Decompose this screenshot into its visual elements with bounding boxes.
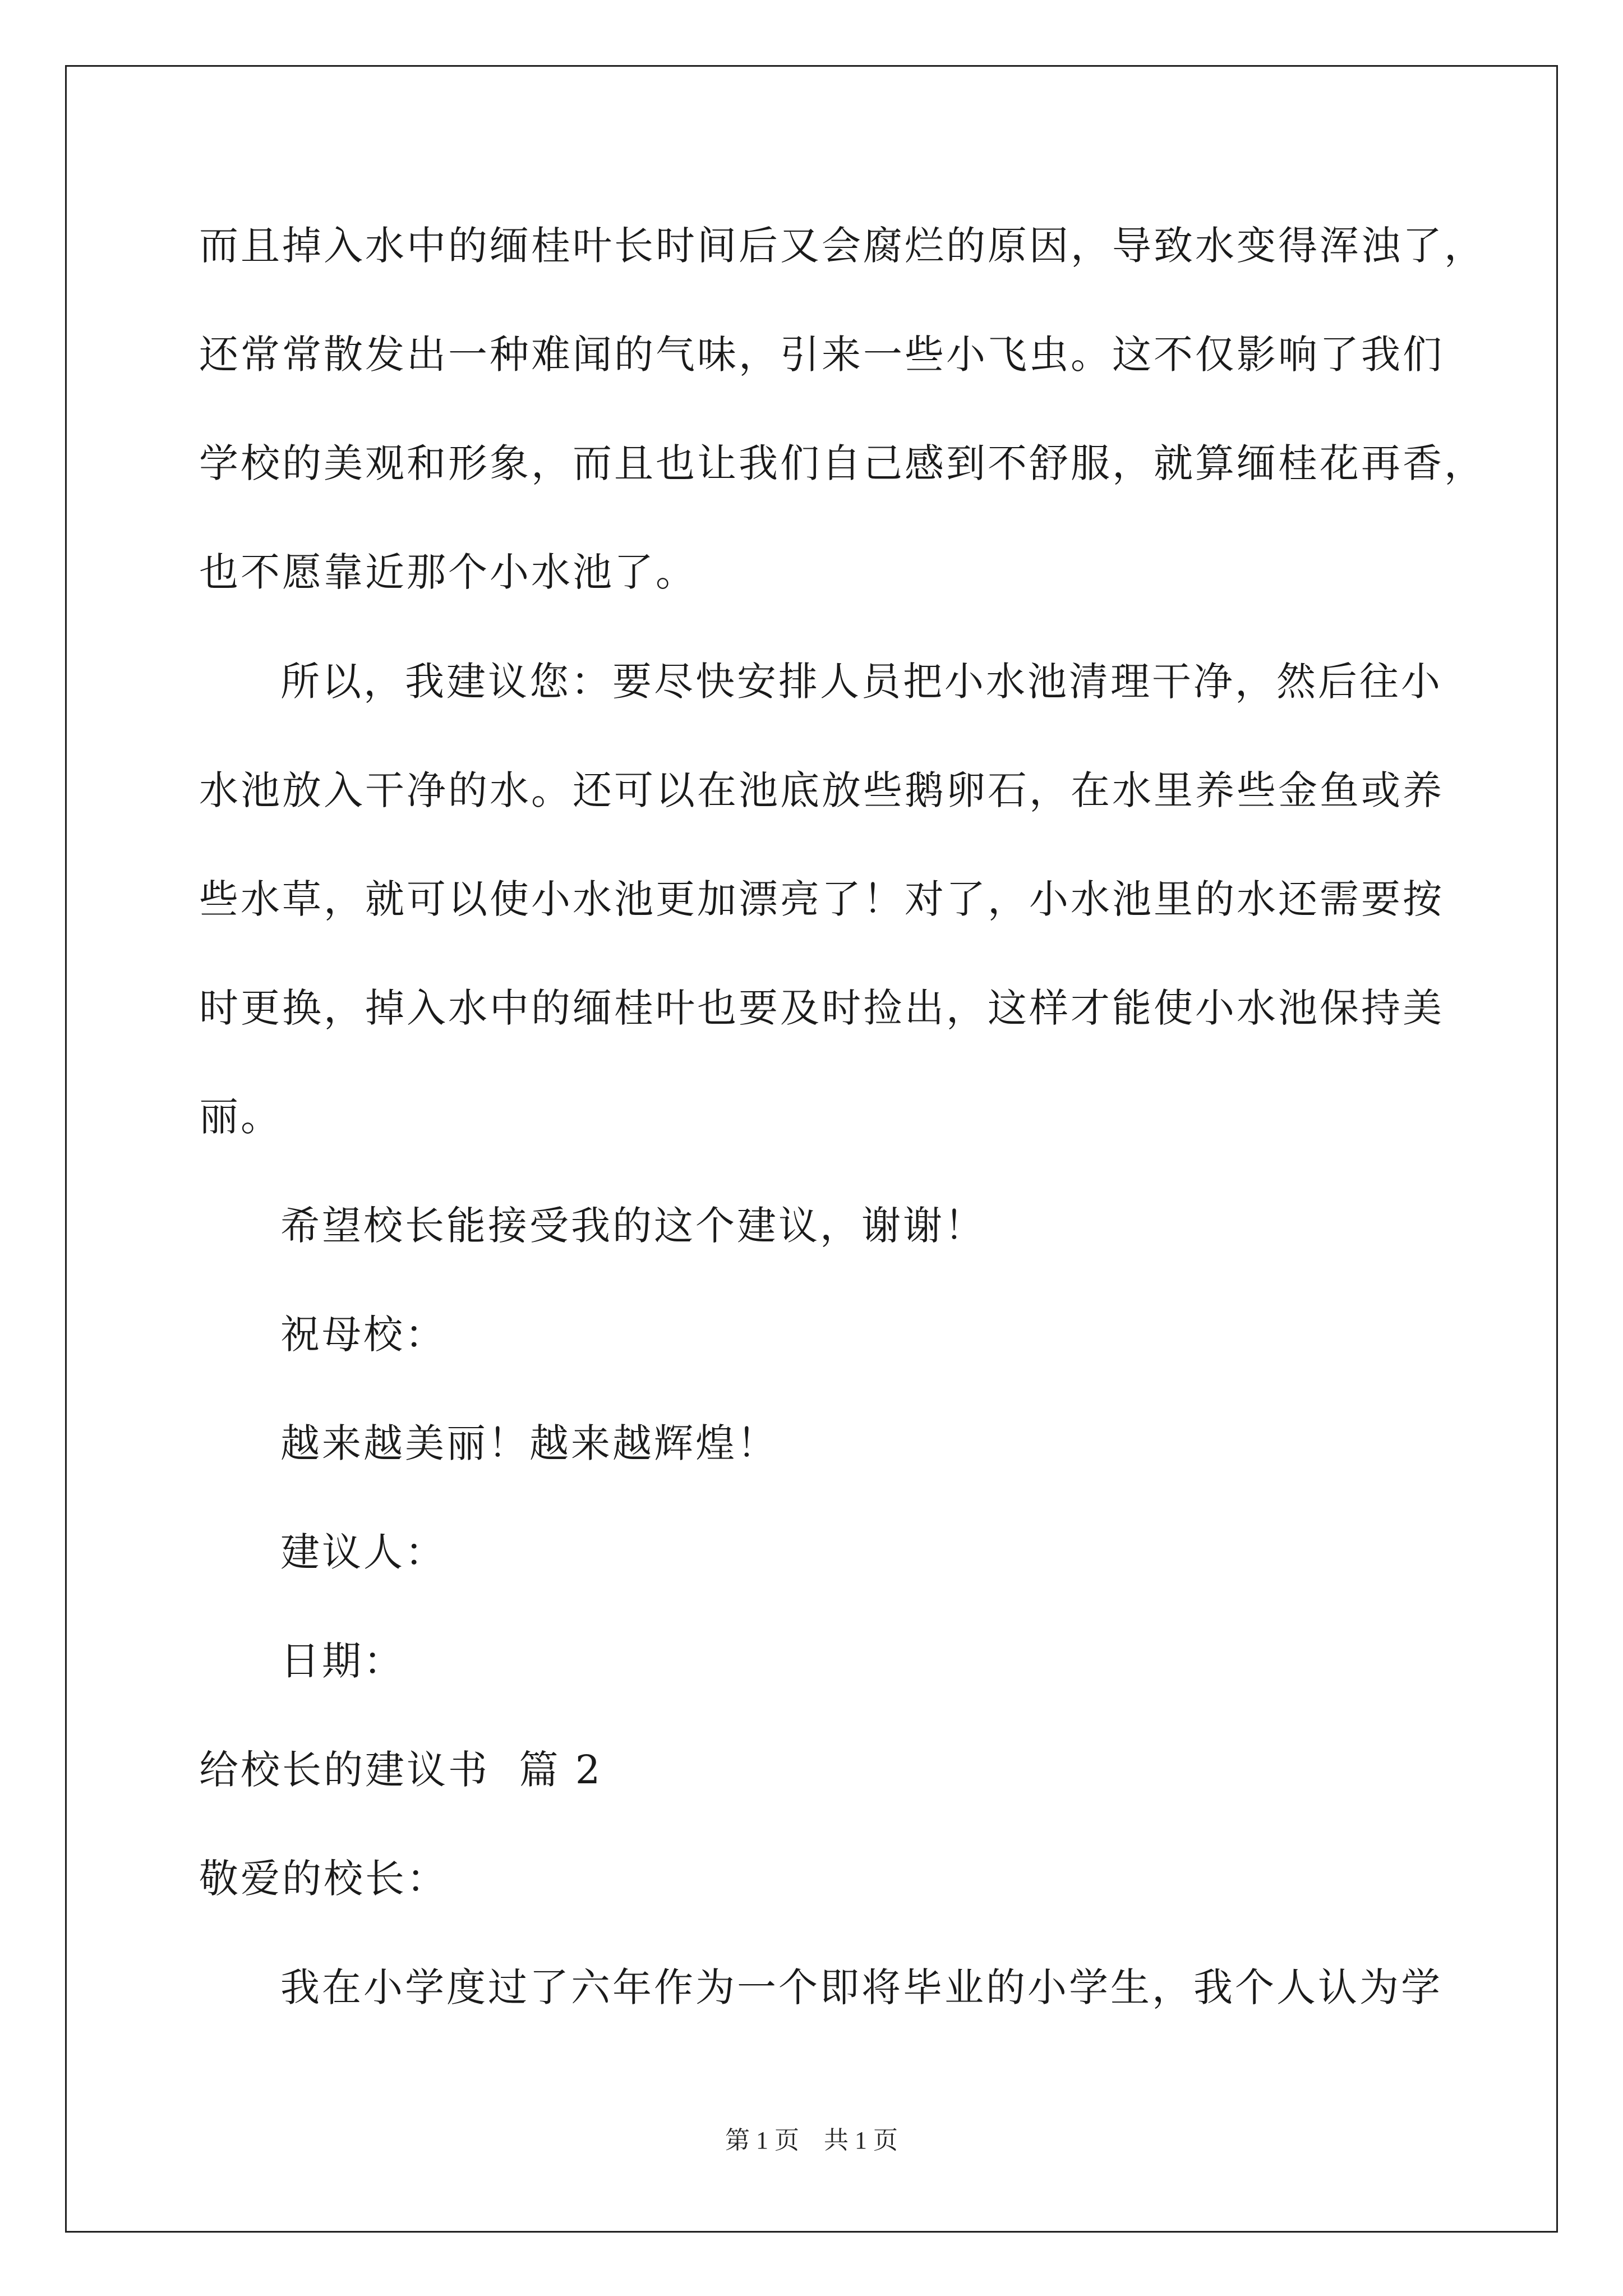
paragraph-line: 所以，我建议您：要尽快安排人员把小水池清理干净，然后往小 <box>280 659 1442 705</box>
paragraph-line: 还常常散发出一种难闻的气味，引来一些小飞虫。这不仅影响了我们 <box>199 332 1444 378</box>
closing-wish-label: 祝母校： <box>280 1312 446 1358</box>
proposer-label: 建议人： <box>280 1529 446 1575</box>
paragraph-line: 学校的美观和形象，而且也让我们自己感到不舒服，就算缅桂花再香， <box>199 440 1486 486</box>
paragraph-line: 而且掉入水中的缅桂叶长时间后又会腐烂的原因，导致水变得浑浊了， <box>199 223 1486 269</box>
paragraph-line: 水池放入干净的水。还可以在池底放些鹅卵石，在水里养些金鱼或养 <box>199 767 1444 813</box>
page-border <box>65 65 1558 2233</box>
closing-hope: 希望校长能接受我的这个建议，谢谢！ <box>280 1203 986 1249</box>
page-number-footer: 第 1 页 共 1 页 <box>725 2127 898 2154</box>
paragraph-line: 些水草，就可以使小水池更加漂亮了！对了，小水池里的水还需要按 <box>199 876 1444 922</box>
paragraph-line: 时更换，掉入水中的缅桂叶也要及时捡出，这样才能使小水池保持美 <box>199 985 1444 1031</box>
date-label: 日期： <box>280 1638 405 1684</box>
section-heading: 给校长的建议书 篇 2 <box>199 1747 603 1793</box>
salutation: 敬爱的校长： <box>199 1856 448 1902</box>
paragraph-line: 我在小学度过了六年作为一个即将毕业的小学生，我个人认为学 <box>280 1964 1442 2010</box>
closing-wish-text: 越来越美丽！越来越辉煌！ <box>280 1420 778 1466</box>
paragraph-line: 也不愿靠近那个小水池了。 <box>199 549 697 595</box>
paragraph-line: 丽。 <box>199 1094 282 1140</box>
